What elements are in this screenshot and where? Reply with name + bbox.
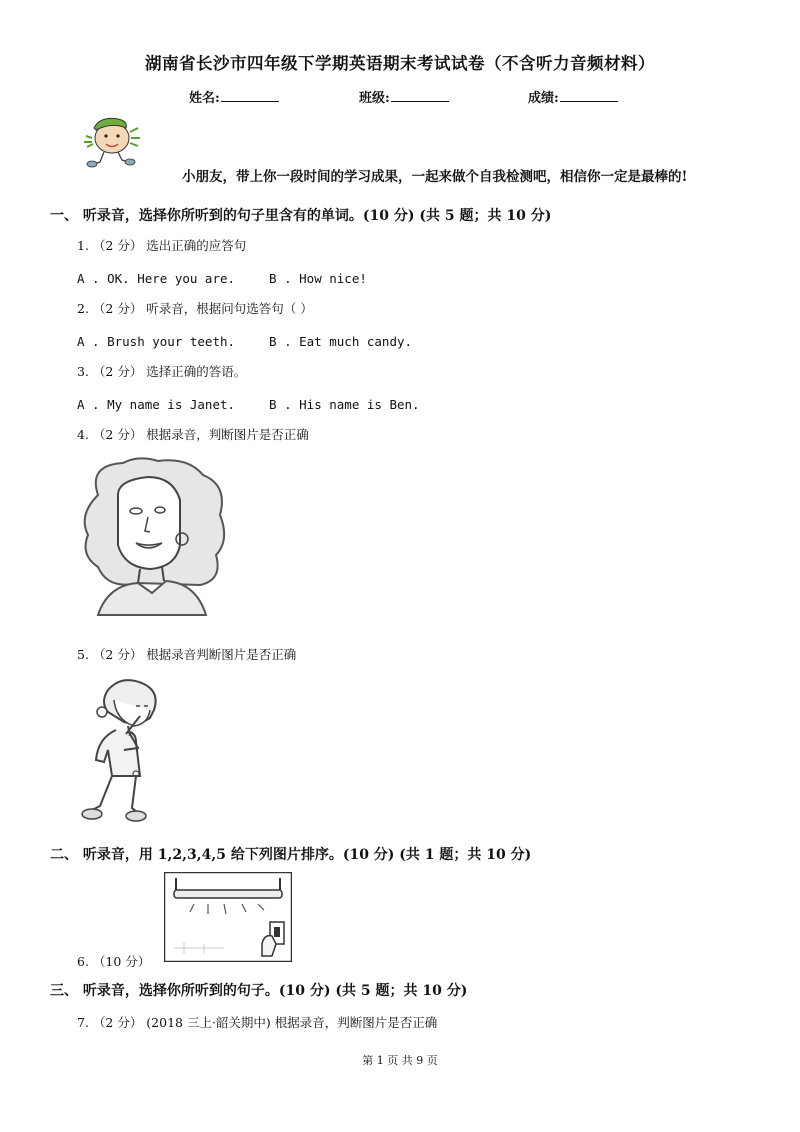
- intro-text: 小朋友，带上你一段时间的学习成果，一起来做个自我检测吧，相信你一定是最棒的!: [182, 169, 688, 185]
- question-1-option-b[interactable]: B . How nice!: [269, 271, 367, 286]
- score-field[interactable]: [528, 87, 618, 106]
- question-2-option-b[interactable]: B . Eat much candy.: [269, 334, 413, 349]
- question-2-option-a[interactable]: A . Brush your teeth.: [77, 334, 236, 349]
- question-7: 7. （2 分） (2018 三上·韶关期中) 根据录音，判断图片是否正确: [77, 1015, 438, 1030]
- question-3-options: [77, 397, 420, 412]
- question-1-option-a[interactable]: A . OK. Here you are.: [77, 271, 236, 286]
- section-1-heading: 一、 听录音，选择你所听到的句子里含有的单词。(10 分) (共 5 题；共 10 分): [50, 208, 552, 224]
- mascot-illustration: [78, 114, 148, 170]
- question-3-option-a[interactable]: A . My name is Janet.: [77, 397, 236, 412]
- section-3-heading: 三、 听录音，选择你所听到的句子。(10 分) (共 5 题；共 10 分): [50, 983, 468, 999]
- question-1: 1. （2 分） 选出正确的应答句: [77, 238, 247, 253]
- class-label: 班级:: [359, 91, 390, 106]
- light-switch-illustration: [164, 872, 292, 962]
- score-blank[interactable]: [560, 89, 618, 102]
- page-number-footer: 第 1 页 共 9 页: [362, 1054, 438, 1067]
- section-2-heading: 二、 听录音，用 1,2,3,4,5 给下列图片排序。(10 分) (共 1 题；共 10 分): [50, 847, 532, 863]
- boy-brushing-teeth-illustration: [78, 676, 170, 826]
- class-field[interactable]: [359, 87, 449, 106]
- question-3-option-b[interactable]: B . His name is Ben.: [269, 397, 420, 412]
- question-3: 3. （2 分） 选择正确的答语。: [77, 364, 247, 379]
- name-label: 姓名:: [189, 91, 220, 106]
- question-6: 6. （10 分）: [77, 954, 151, 969]
- question-5: 5. （2 分） 根据录音判断图片是否正确: [77, 647, 297, 662]
- question-1-options: [77, 271, 367, 286]
- question-2: 2. （2 分） 听录音，根据问句选答句（ ）: [77, 301, 313, 316]
- page-title: 湖南省长沙市四年级下学期英语期末考试试卷（不含听力音频材料）: [145, 54, 655, 73]
- question-2-options: [77, 334, 412, 349]
- question-4: 4. （2 分） 根据录音，判断图片是否正确: [77, 427, 309, 442]
- girl-smiling-illustration: [78, 455, 230, 621]
- class-blank[interactable]: [391, 89, 449, 102]
- name-blank[interactable]: [221, 89, 279, 102]
- score-label: 成绩:: [528, 91, 559, 106]
- name-field[interactable]: [189, 87, 279, 106]
